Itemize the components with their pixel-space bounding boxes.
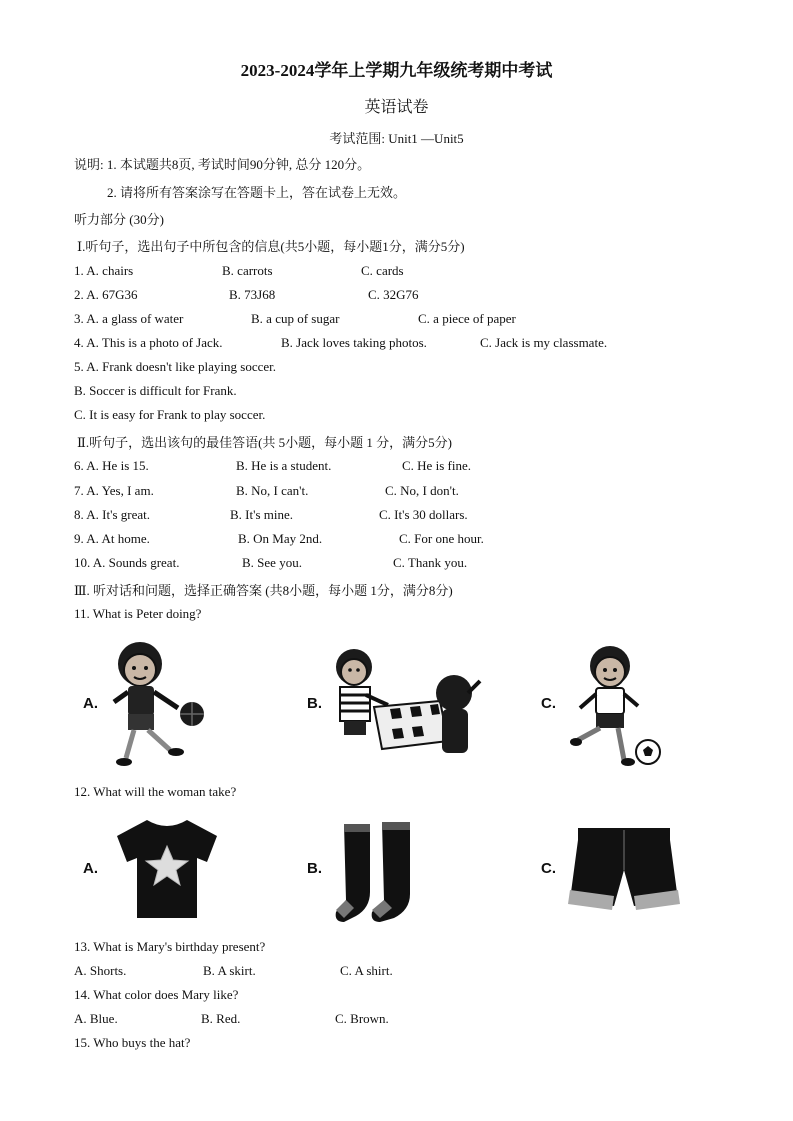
q3-option-a: 3. A. a glass of water <box>74 311 184 326</box>
exam-subtitle: 英语试卷 <box>364 99 429 116</box>
chess-boys-image <box>330 645 485 765</box>
socks-image <box>334 818 420 924</box>
note-line-2: 2. 请将所有答案涂写在答题卡上，答在试卷上无效。 <box>107 185 407 200</box>
q4-option-b: B. Jack loves taking photos. <box>281 335 427 350</box>
q3-option-c: C. a piece of paper <box>418 311 516 326</box>
part1-heading: Ⅰ.听句子，选出句子中所包含的信息(共5小题，每小题1分，满分5分) <box>77 239 465 254</box>
tshirt-image <box>113 818 221 920</box>
q12-letter-a: A. <box>83 860 98 877</box>
exam-title: 2023-2024学年上学期九年级统考期中考试 <box>240 61 553 80</box>
q13-question: 13. What is Mary's birthday present? <box>74 939 266 954</box>
q13-option-c: C. A shirt. <box>340 963 393 978</box>
q4-option-c: C. Jack is my classmate. <box>480 335 608 350</box>
q3-option-b: B. a cup of sugar <box>251 311 340 326</box>
q5-option-b: B. Soccer is difficult for Frank. <box>74 383 237 398</box>
q1-option-c: C. cards <box>361 263 404 278</box>
q7-option-b: B. No, I can't. <box>236 483 309 498</box>
exam-scope: 考试范围: Unit1 —Unit5 <box>329 131 464 146</box>
q11-question: 11. What is Peter doing? <box>74 606 202 621</box>
q1-option-b: B. carrots <box>222 263 273 278</box>
q7-option-c: C. No, I don't. <box>385 483 459 498</box>
q9-option-a: 9. A. At home. <box>74 531 150 546</box>
q13-option-a: A. Shorts. <box>74 963 127 978</box>
basketball-boy-image <box>100 640 210 770</box>
q14-option-b: B. Red. <box>201 1011 241 1026</box>
q10-option-a: 10. A. Sounds great. <box>74 555 180 570</box>
q6-option-c: C. He is fine. <box>402 458 471 473</box>
q10-option-b: B. See you. <box>242 555 302 570</box>
q8-option-c: C. It's 30 dollars. <box>379 507 468 522</box>
q14-option-c: C. Brown. <box>335 1011 389 1026</box>
soccer-boy-image <box>568 642 668 770</box>
q2-option-b: B. 73J68 <box>229 287 276 302</box>
note-line-1: 说明: 1. 本试题共8页, 考试时间90分钟, 总分 120分。 <box>74 157 371 172</box>
q5-option-a: 5. A. Frank doesn't like playing soccer. <box>74 359 277 374</box>
q8-option-b: B. It's mine. <box>230 507 294 522</box>
q11-letter-b: B. <box>307 695 322 712</box>
part3-heading: Ⅲ. 听对话和问题，选择正确答案 (共8小题，每小题 1分，满分8分) <box>74 583 453 598</box>
q8-option-a: 8. A. It's great. <box>74 507 150 522</box>
q10-option-c: C. Thank you. <box>393 555 468 570</box>
shorts-image <box>568 826 680 912</box>
q2-option-a: 2. A. 67G36 <box>74 287 138 302</box>
q7-option-a: 7. A. Yes, I am. <box>74 483 154 498</box>
q11-letter-c: C. <box>541 695 556 712</box>
q12-question: 12. What will the woman take? <box>74 784 237 799</box>
q6-option-b: B. He is a student. <box>236 458 332 473</box>
q1-option-a: 1. A. chairs <box>74 263 134 278</box>
q12-letter-c: C. <box>541 860 556 877</box>
q11-letter-a: A. <box>83 695 98 712</box>
q6-option-a: 6. A. He is 15. <box>74 458 149 473</box>
q14-option-a: A. Blue. <box>74 1011 118 1026</box>
q9-option-b: B. On May 2nd. <box>238 531 323 546</box>
q12-letter-b: B. <box>307 860 322 877</box>
section-listening: 听力部分 (30分) <box>74 212 164 227</box>
q4-option-a: 4. A. This is a photo of Jack. <box>74 335 223 350</box>
q15-question: 15. Who buys the hat? <box>74 1035 191 1050</box>
q14-question: 14. What color does Mary like? <box>74 987 239 1002</box>
q9-option-c: C. For one hour. <box>399 531 484 546</box>
q13-option-b: B. A skirt. <box>203 963 256 978</box>
q5-option-c: C. It is easy for Frank to play soccer. <box>74 407 266 422</box>
q2-option-c: C. 32G76 <box>368 287 419 302</box>
part2-heading: Ⅱ.听句子，选出该句的最佳答语(共 5小题，每小题 1 分，满分5分) <box>77 435 452 450</box>
